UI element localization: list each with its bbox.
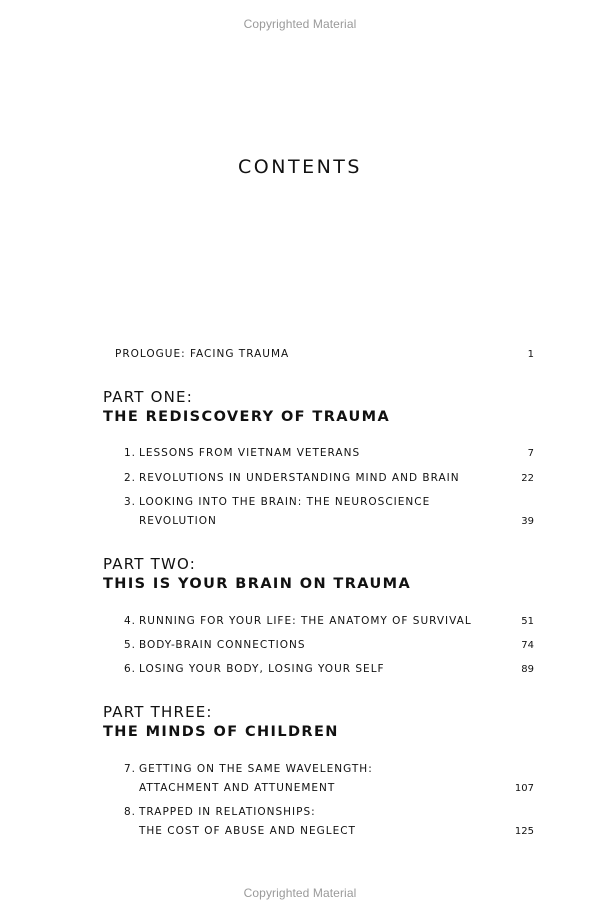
watermark-top: Copyrighted Material (243, 17, 357, 31)
chapter-number: 6. (123, 663, 136, 675)
chapter-number: 3. (123, 496, 136, 508)
chapter-title: LESSONS FROM VIETNAM VETERANS (139, 447, 361, 459)
page-number: 51 (521, 616, 534, 627)
chapter-title-line-1: TRAPPED IN RELATIONSHIPS: (139, 806, 316, 818)
watermark-bottom: Copyrighted Material (243, 886, 357, 900)
page-number: 74 (521, 640, 534, 651)
chapter-number: 1. (123, 447, 136, 459)
chapter-number: 4. (123, 615, 136, 627)
chapter-title-line-2: ATTACHMENT AND ATTUNEMENT (139, 782, 336, 794)
part-two-label: PART TWO: (103, 555, 196, 573)
chapter-title-line-2: THE COST OF ABUSE AND NEGLECT (139, 825, 356, 837)
chapter-number: 7. (123, 763, 136, 775)
page-number: 125 (514, 826, 534, 837)
prologue-title: PROLOGUE: FACING TRAUMA (115, 348, 290, 360)
page-number: 39 (521, 516, 534, 527)
chapter-number: 8. (123, 806, 136, 818)
part-two-title: THIS IS YOUR BRAIN ON TRAUMA (103, 576, 412, 592)
chapter-number: 2. (123, 472, 136, 484)
chapter-title: REVOLUTIONS IN UNDERSTANDING MIND AND BRAIN (139, 472, 460, 484)
page-number: 1 (527, 349, 534, 360)
page-number: 7 (527, 448, 534, 459)
chapter-title-line-1: LOOKING INTO THE BRAIN: THE NEUROSCIENCE (139, 496, 431, 508)
part-one-label: PART ONE: (103, 388, 193, 406)
part-three-title: THE MINDS OF CHILDREN (103, 724, 339, 740)
page-number: 89 (521, 664, 534, 675)
toc-entry-prologue[interactable] (115, 348, 289, 360)
page-number: 107 (514, 783, 534, 794)
chapter-number: 5. (123, 639, 136, 651)
page-number: 22 (521, 473, 534, 484)
chapter-title-line-2: REVOLUTION (139, 515, 217, 527)
chapter-title: RUNNING FOR YOUR LIFE: THE ANATOMY OF SURVIVAL (139, 615, 472, 627)
contents-heading: CONTENTS (238, 156, 362, 178)
chapter-title: LOSING YOUR BODY, LOSING YOUR SELF (139, 663, 385, 675)
chapter-title-line-1: GETTING ON THE SAME WAVELENGTH: (139, 763, 373, 775)
part-three-label: PART THREE: (103, 703, 213, 721)
part-one-title: THE REDISCOVERY OF TRAUMA (103, 409, 391, 425)
chapter-title: BODY-BRAIN CONNECTIONS (139, 639, 306, 651)
